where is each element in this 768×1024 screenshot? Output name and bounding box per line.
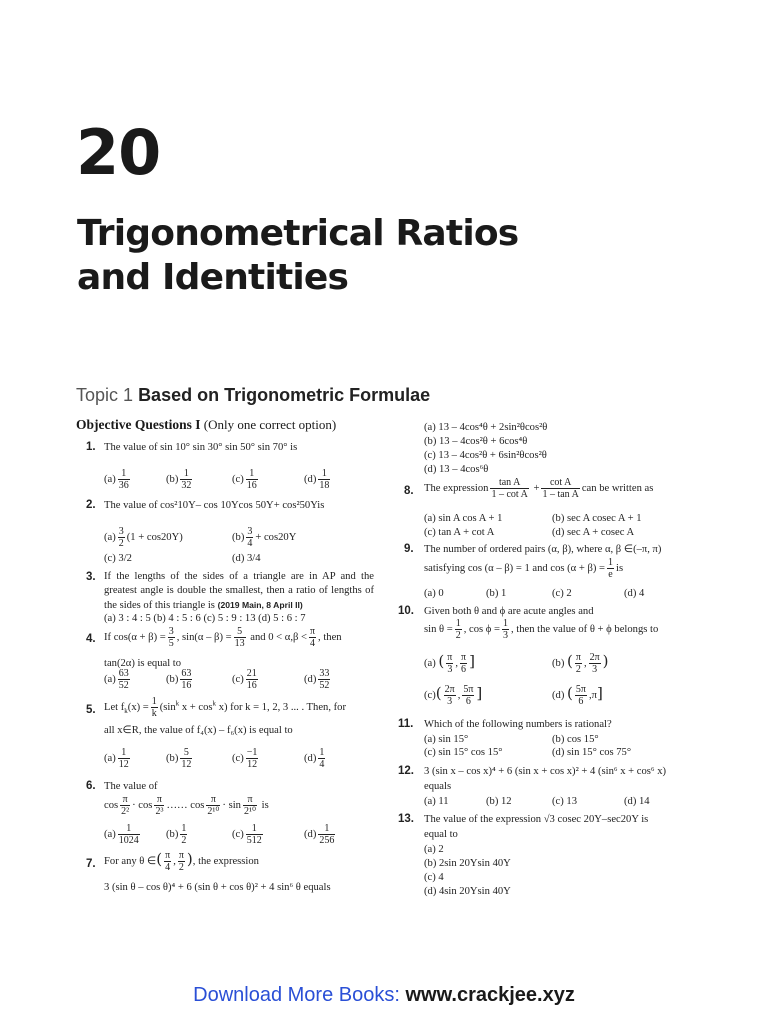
question-stem: The expression $\frac{\text{tan A}}{\text{1 – cot A}}$ + $\frac{\text{cot A}}{\text{1 – tan A}}$ can be written as [424,477,654,500]
question-number: 4. [86,633,96,645]
question-expression: cos $\frac{\pi}{\text{2²}}$ · cos $\frac{\pi}{\text{2³}}$ …… cos $\frac{\pi}{\text{2¹⁰}}$ · sin $\frac{\pi}{\text{2¹⁰}}$ is [104,794,269,817]
option-d: (d) ( $\frac{5\pi}{6}$ ,π] [552,683,603,707]
option-a: (a) 13 – 4cos⁴θ + 2sin²θcos²θ [424,422,548,433]
question-number: 2. [86,499,96,511]
option-d: (d) 3/4 [232,553,261,564]
question-stem: For any θ ∈( $\frac{\pi}{4}$ , $\frac{\pi}{2}$ ), the expression [104,849,259,873]
option-a: (a) $\frac{1}{1024}$ [104,823,139,846]
option-d: (d) 14 [624,796,650,807]
option-d: (d) sec A + cosec A [552,527,635,538]
option-b: (b) 12 [486,796,512,807]
chapter-title-line-1: Trigonometrical Ratios [77,213,519,254]
option-a: (a) sin 15° [424,734,469,745]
question-stem: 3 (sin x – cos x)⁴ + 6 (sin x + cos x)² + 4 (sin⁶ x + cos⁶ x) [424,766,667,777]
option-c: (c) 4 [424,872,444,883]
question-stem-line-2: sin θ = $\frac{1}{2}$ , cos ϕ = $\frac{1}{3}$ , then the value of θ + ϕ belongs to [424,618,659,641]
question-stem: Which of the following numbers is rational? [424,719,612,730]
chapter-title [77,212,518,300]
option-d: (d) $\frac{1}{256}$ [304,823,335,846]
option-c: (c) 3/2 [104,553,132,564]
question-number: 1. [86,441,96,453]
option-b: (b) sec A cosec A + 1 [552,513,642,524]
question-number: 12. [398,765,414,777]
topic-heading [76,385,430,406]
option-c: (c) $\frac{1}{16}$ [232,468,257,491]
option-a: (a) $\frac{3}{2}$ (1 + cos20Y) [104,526,183,549]
option-b: (b) $\frac{63}{16}$ [166,668,192,691]
question-number: 10. [398,605,414,617]
option-c: (c) 2 [552,588,572,599]
topic-title: Based on Trigonometric Formulae [138,385,431,405]
option-a: (a) ( $\frac{\pi}{3}$ , $\frac{\pi}{6}$ ] [424,651,475,675]
option-a: (a) 11 [424,796,449,807]
question-stem: Let $f_k(x)$ = $\frac{1}{k}$ ($\sin^k$ $x + \cos^k x$) for k = 1, 2, 3 ... . Then, for [104,696,346,719]
option-d: (d) 4 [624,588,645,599]
question-stem: The value of sin 10° sin 30° sin 50° sin 70° is [104,442,298,453]
option-d: (d) $\frac{1}{18}$ [304,468,330,491]
options-row: (a) 3 : 4 : 5 (b) 4 : 5 : 6 (c) 5 : 9 : 13 (d) 5 : 6 : 7 [104,613,306,624]
option-d: (d) $\frac{1}{4}$ [304,747,325,770]
question-number: 13. [398,813,414,825]
option-d: (d) $\frac{33}{52}$ [304,668,330,691]
question-stem: The value of the expression √3 cosec 20Y–sec20Y is [424,814,649,825]
option-b: (b) 1 [486,588,507,599]
question-stem: If the lengths of the sides of a triangle are in AP and the greatest angle is double the smallest, then a ratio of lengths of the sides of this triangle is (2019 Main, 8 April II) [104,571,374,611]
option-b: (b) 2sin 20Ysin 40Y [424,858,511,869]
option-c: (c) 13 – 4cos²θ + 6sin²θcos²θ [424,450,547,461]
question-number: 11. [398,718,414,730]
option-c: (c) $\frac{21}{16}$ [232,668,257,691]
question-stem: The number of ordered pairs (α, β), where α, β ∈(–π, π) [424,544,662,555]
option-a: (a) $\frac{1}{12}$ [104,747,129,770]
footer-download-banner [0,984,768,1007]
option-a: (a) $\frac{1}{36}$ [104,468,129,491]
option-c: (c) 13 [552,796,577,807]
option-b: (b) $\frac{1}{32}$ [166,468,192,491]
question-number: 8. [404,485,414,497]
section-title: Objective Questions I [76,417,201,432]
option-d: (d) sin 15° cos 75° [552,747,632,758]
question-number: 5. [86,704,96,716]
question-number: 6. [86,780,96,792]
topic-label: Topic 1 [76,385,134,405]
option-c: (c) $\frac{-1}{12}$ [232,747,258,770]
question-stem-line-2: satisfying cos (α – β) = 1 and cos (α + β) = $\frac{1}{e}$ is [424,557,624,580]
option-a: (a) 2 [424,844,444,855]
option-b: (b) 13 – 4cos²θ + 6cos⁴θ [424,436,528,447]
section-note: (Only one correct option) [203,417,337,432]
footer-link[interactable]: www.crackjee.xyz [405,984,575,1006]
question-stem-line-2: tan(2α) is equal to [104,658,182,669]
option-b: (b) $\frac{3}{4}$ + cos20Y [232,526,297,549]
question-stem-line-2: 3 (sin θ – cos θ)⁴ + 6 (sin θ + cos θ)² + 4 sin⁶ θ equals [104,882,331,893]
option-b: (b) $\frac{5}{12}$ [166,747,192,770]
option-d: (d) 13 – 4cos⁶θ [424,464,489,475]
question-stem: The value of [104,781,158,792]
question-number: 3. [86,571,96,583]
option-c: (c) tan A + cot A [424,527,495,538]
option-b: (b) ( $\frac{\pi}{2}$ , $\frac{2\pi}{3}$ ) [552,651,609,675]
question-stem-line-2: equals [424,781,452,792]
question-stem: The value of cos²10Y– cos 10Ycos 50Y+ cos²50Yis [104,500,325,511]
question-number: 7. [86,858,96,870]
question-stem: Given both θ and ϕ are acute angles and [424,606,594,617]
option-c: (c) sin 15° cos 15° [424,747,503,758]
option-a: (a) sin A cos A + 1 [424,513,503,524]
question-stem-line-2: all x∈R, the value of f₄(x) – f₆(x) is equal to [104,725,293,736]
question-number: 9. [404,543,414,555]
question-stem: If cos(α + β) = $\frac{3}{5}$ , sin(α – β) = $\frac{5}{13}$ and 0 < α,β < $\frac{\pi}{4}$ , then [104,626,342,649]
section-heading [76,417,336,433]
option-b: (b) $\frac{1}{2}$ [166,823,187,846]
option-a: (a) $\frac{63}{52}$ [104,668,129,691]
option-d: (d) 4sin 20Ysin 40Y [424,886,511,897]
option-c: (c)( $\frac{2\pi}{3}$ , $\frac{5\pi}{6}$ ] [424,683,483,707]
chapter-number: 20 [76,116,161,189]
chapter-title-line-2: and Identities [77,257,349,298]
footer-label: Download More Books: [193,984,400,1006]
option-a: (a) 0 [424,588,444,599]
option-c: (c) $\frac{1}{512}$ [232,823,262,846]
question-stem-line-2: equal to [424,829,458,840]
option-b: (b) cos 15° [552,734,599,745]
